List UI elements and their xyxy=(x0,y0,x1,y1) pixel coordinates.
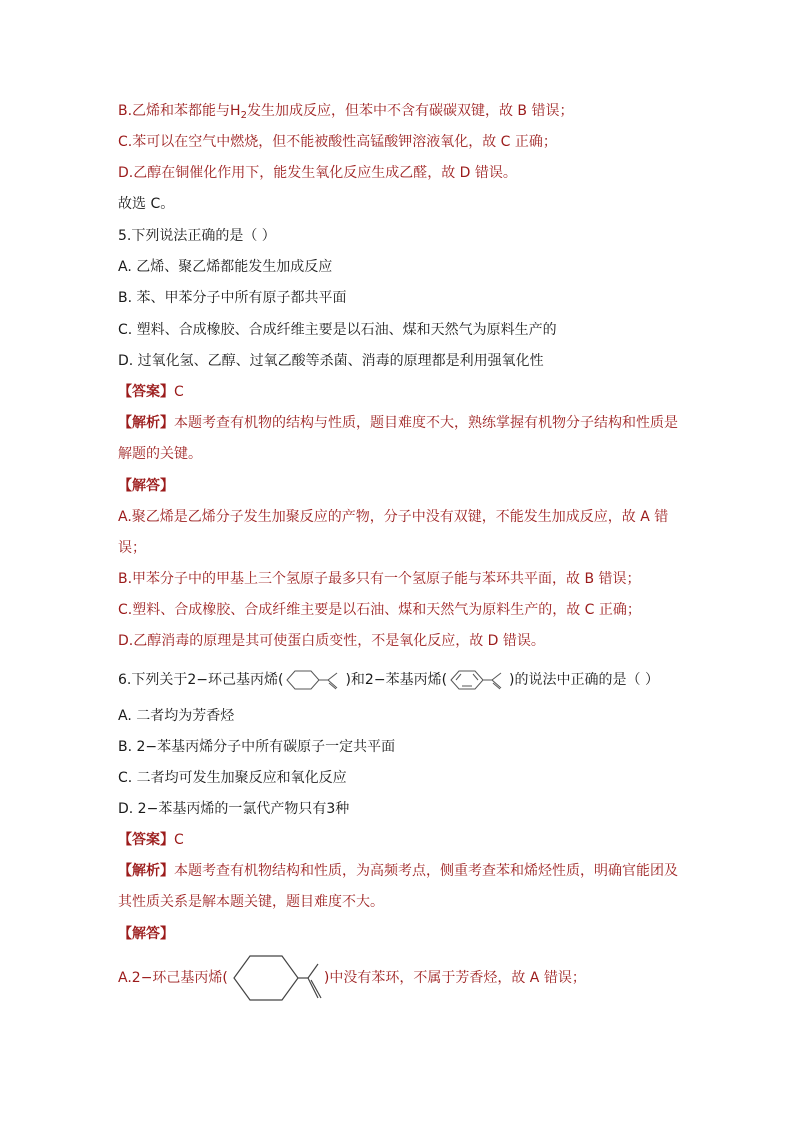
q5-option-d: D. 过氧化氢、乙醇、过氧乙酸等杀菌、消毒的原理都是利用强氧化性 xyxy=(118,353,544,369)
q5-analysis-2: 解题的关键。 xyxy=(118,446,202,462)
prev-explanation-c: C.苯可以在空气中燃烧，但不能被酸性高锰酸钾溶液氧化，故 C 正确； xyxy=(118,134,557,150)
q6-answer: 【答案】C xyxy=(118,832,184,848)
cyclohexyl-propene-large-structure-icon xyxy=(228,950,324,1006)
prev-choose: 故选 C。 xyxy=(118,196,175,212)
q5-answer: 【答案】C xyxy=(118,384,184,400)
q5-option-b: B. 苯、甲苯分子中所有原子都共平面 xyxy=(118,290,347,306)
q5-solution-a1: A.聚乙烯是乙烯分子发生加聚反应的产物，分子中没有双键，不能发生加成反应，故 A 错 xyxy=(118,509,669,525)
prev-explanation-b: B.乙烯和苯都能与$H_2$发生加成反应，但苯中不含有碳碳双键，故 B 错误； xyxy=(118,103,574,121)
phenyl-propene-structure-icon xyxy=(447,668,509,692)
q5-solution-a2: 误； xyxy=(118,540,146,556)
q5-option-a: A. 乙烯、聚乙烯都能发生加成反应 xyxy=(118,259,333,275)
q6-analysis-2: 其性质关系是解本题关键，题目难度不大。 xyxy=(118,894,384,910)
q6-solution-a: A.2−环己基丙烯( )中没有苯环，不属于芳香烃，故 A 错误； xyxy=(118,950,586,1006)
q5-solution-d: D.乙醇消毒的原理是其可使蛋白质变性，不是氧化反应，故 D 错误。 xyxy=(118,633,545,649)
q5-analysis-1: 【解析】本题考查有机物的结构与性质，题目难度不大，熟练掌握有机物分子结构和性质是 xyxy=(118,415,678,431)
q5-solution-label: 【解答】 xyxy=(118,478,174,494)
q6-solution-label: 【解答】 xyxy=(118,926,174,942)
q6-option-b: B. 2−苯基丙烯分子中所有碳原子一定共平面 xyxy=(118,739,396,755)
q5-solution-b: B.甲苯分子中的甲基上三个氢原子最多只有一个氢原子能与苯环共平面，故 B 错误； xyxy=(118,571,641,587)
q6-analysis-1: 【解析】本题考查有机物结构和性质，为高频考点，侧重考查苯和烯烃性质，明确官能团及 xyxy=(118,863,678,879)
q5-solution-c: C.塑料、合成橡胶、合成纤维主要是以石油、煤和天然气为原料生产的，故 C 正确； xyxy=(118,602,641,618)
q6-stem: 6.下列关于2−环己基丙烯( )和2−苯基丙烯( )的说法中正确的是（ ） xyxy=(118,668,659,692)
prev-explanation-d: D.乙醇在铜催化作用下，能发生氧化反应生成乙醛，故 D 错误。 xyxy=(118,165,517,181)
q6-option-a: A. 二者均为芳香烃 xyxy=(118,708,235,724)
q6-option-c: C. 二者均可发生加聚反应和氧化反应 xyxy=(118,770,347,786)
q5-stem: 5.下列说法正确的是（ ） xyxy=(118,228,276,244)
q6-option-d: D. 2−苯基丙烯的一氯代产物只有3种 xyxy=(118,801,350,817)
cyclohexyl-propene-structure-icon xyxy=(283,668,345,692)
q5-option-c: C. 塑料、合成橡胶、合成纤维主要是以石油、煤和天然气为原料生产的 xyxy=(118,322,557,338)
